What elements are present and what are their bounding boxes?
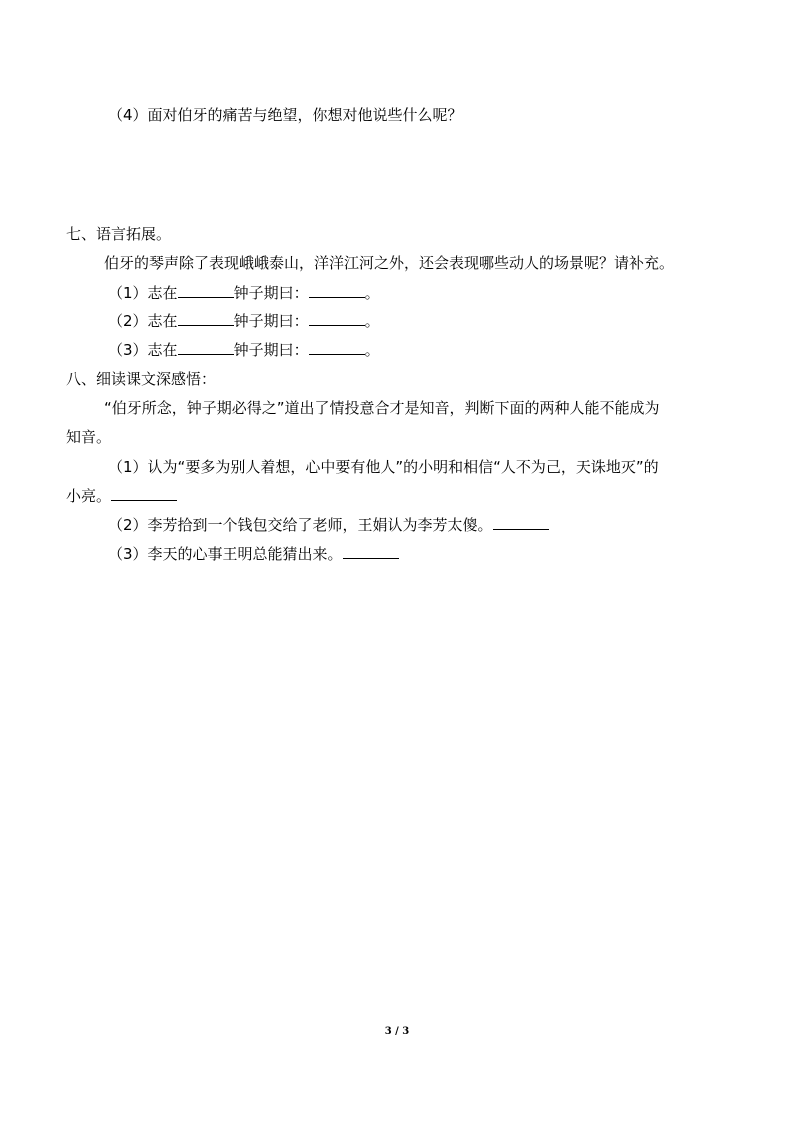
item-text: 志在: [147, 341, 178, 359]
item-end: 。: [364, 312, 380, 330]
answer-blank[interactable]: [309, 310, 365, 326]
item-text: （3）李天的心事王明总能猜出来。: [108, 545, 343, 563]
answer-blank[interactable]: [178, 339, 234, 355]
page-number: 3 / 3: [384, 1026, 410, 1037]
question-4: （4）面对伯牙的痛苦与绝望，你想对他说些什么呢？: [108, 106, 463, 124]
item-text: 小亮。: [66, 487, 112, 505]
section-8-item-1-line-1: （1）认为“要多为别人着想，心中要有他人”的小明和相信“人不为己，天诛地灭”的: [108, 458, 659, 476]
section-7-intro: 伯牙的琴声除了表现峨峨泰山，洋洋江河之外，还会表现哪些动人的场景呢？请补充。: [104, 254, 675, 272]
section-7-heading: 七、语言拓展。: [66, 225, 172, 243]
answer-blank[interactable]: [111, 485, 177, 501]
item-number: （3）: [108, 341, 148, 359]
item-number: （2）: [108, 312, 148, 330]
answer-blank[interactable]: [493, 514, 549, 530]
section-8-item-1-line-2: [66, 485, 177, 507]
section-8-item-2: [108, 514, 549, 536]
section-8-item-3: [108, 543, 399, 565]
item-end: 。: [364, 341, 380, 359]
item-text: （2）李芳拾到一个钱包交给了老师，王娟认为李芳太傻。: [108, 516, 493, 534]
section-7-item-3: [108, 339, 380, 361]
answer-blank[interactable]: [343, 543, 399, 559]
answer-blank[interactable]: [309, 282, 365, 298]
section-7-item-1: [108, 282, 380, 304]
section-8-intro-line-2: 知音。: [66, 428, 112, 446]
item-number: （1）: [108, 284, 148, 302]
section-8-intro-line-1: “伯牙所念，钟子期必得之”道出了情投意合才是知音，判断下面的两种人能不能成为: [104, 399, 660, 417]
item-text: 钟子期曰：: [233, 312, 309, 330]
item-text: 钟子期曰：: [233, 341, 309, 359]
section-8-heading: 八、细读课文深感悟：: [66, 370, 217, 388]
item-end: 。: [364, 284, 380, 302]
item-text: 钟子期曰：: [233, 284, 309, 302]
answer-blank[interactable]: [178, 310, 234, 326]
section-7-item-2: [108, 310, 380, 332]
answer-blank[interactable]: [178, 282, 234, 298]
item-text: 志在: [147, 284, 178, 302]
answer-blank[interactable]: [309, 339, 365, 355]
item-text: 志在: [147, 312, 178, 330]
